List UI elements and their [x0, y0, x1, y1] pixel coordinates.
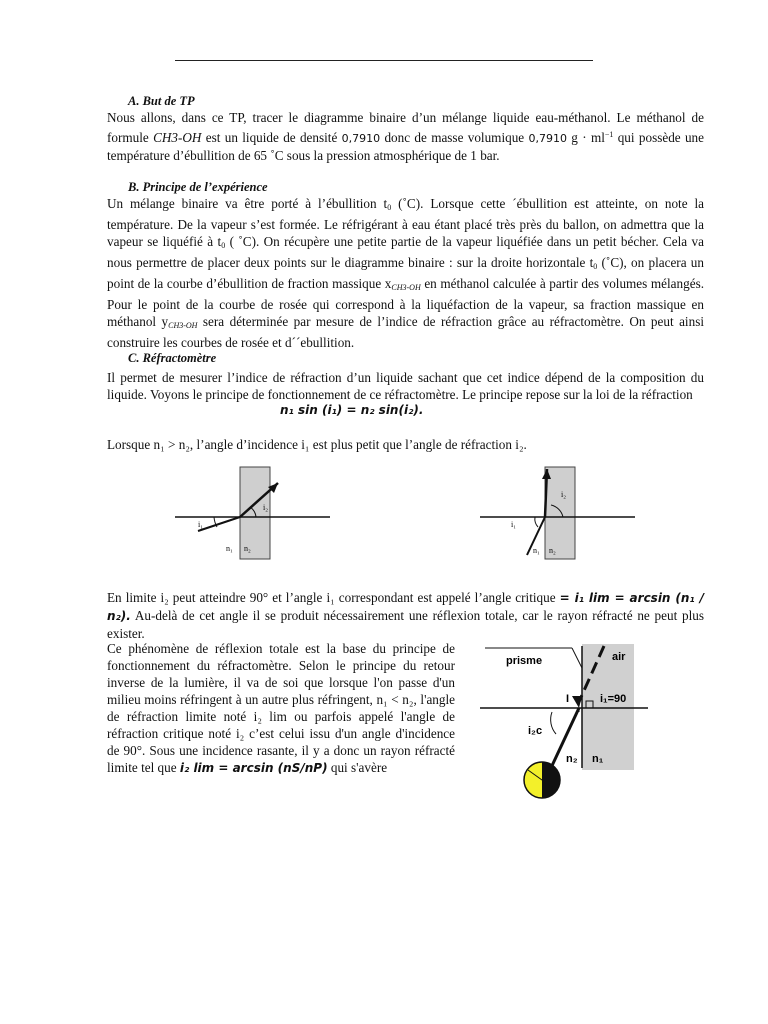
fig3-label-prisme: prisme — [506, 655, 543, 667]
refraction-diagram-1 — [170, 465, 340, 565]
heading-refractometre: C. Réfractomètre — [128, 351, 217, 365]
fig1-label-i2: i₂ — [263, 503, 269, 512]
fig1-label-n2: n₂ — [244, 544, 251, 553]
fig2-label-i2: i₂ — [561, 490, 567, 499]
heading-but-de-tp: A. But de TP — [128, 94, 195, 108]
fig1-label-i1: i₁ — [198, 520, 204, 529]
fig3-label-i1: i₁=90 — [600, 693, 627, 705]
fig2-label-n2: n₂ — [549, 546, 556, 555]
fig3-label-air: air — [612, 651, 626, 663]
heading-principe-experience: B. Principe de l’expérience — [128, 180, 268, 194]
refraction-diagram-2 — [475, 465, 635, 565]
top-rule — [175, 60, 593, 61]
paragraph-critical-angle: En limite i₂ peut atteindre 90° et l’angle i₁ correspondant est appelé l’angle critique = i₁ lim = arcsin (n₁ / n₂). Au-delà de cet angle il se produit nécessairement une réflexion totale, car le rayon réfracté ne peut plus exister. — [107, 590, 704, 641]
fig2-label-i1: i₁ — [511, 520, 517, 529]
snell-law-formula: n₁ sin (i₁) = n₂ sin(i₂). — [280, 403, 424, 417]
fig3-label-point-i: I — [566, 693, 570, 705]
paragraph-n1-greater-n2: Lorsque n₁ > n₂, l’angle d’incidence i₁ est plus petit que l’angle de réfraction i₂. — [107, 437, 527, 452]
paragraph-principe-experience: Un mélange binaire va être porté à l’ébullition $t_0$ (˚C). Lorsque cette ´ébullition est atteinte, on note la température. De la vapeur s’est formée. Le réfrigérant à eau étant placé très près du ballon, on admettra que la vapeur se liquéfié à $t_0$ ( ˚C). On récupère une petite partie de la vapeur liquéfiée dans un petit bécher. Cela va nous permettre de placer deux points sur le diagramme binaire : sur la droite horizontale $t_0$ (˚C), on placera un point de la courbe d’ébullition de fraction massique $x_{CH3-OH}$ en méthanol calculée à partir des volumes mélangés. Pour le point de la courbe de rosée qui correspond à la liquéfaction de la vapeur, sa fraction massique en méthanol $y_{CH3-OH}$ sera déterminée par mesure de l’indice de réfraction grâce au réfractomètre. On peut ainsi construire les courbes de rosée et d´´ebullition. — [107, 196, 704, 350]
fig2-label-n1: n₁ — [533, 546, 540, 555]
fig1-label-n1: n₁ — [226, 544, 233, 553]
refractometer-prism-diagram — [480, 642, 650, 807]
fig3-label-n1: n₁ — [592, 753, 604, 765]
fig3-label-n2: n₂ — [566, 753, 578, 765]
paragraph-total-reflection: Ce phénomène de réflexion totale est la base du principe de fonctionnement du réfractomètre. Selon le principe du retour inverse de la lumière, il va de soi que lorsque l'on passe d'un milieu moins réfringent à un autre plus réfringent, n₁ < n₂, l'angle de réfraction limite noté i₂ lim ou parfois appelé l'angle de réfraction critique noté i₂ c’est celui issu d'un angle d'incidence de 90°. Sous une incidence rasante, il y a donc un rayon réfracté limite tel que i₂ lim = arcsin (nS/nP) qui s'avère — [107, 641, 455, 775]
paragraph-but-de-tp: Nous allons, dans ce TP, tracer le diagramme binaire d’un mélange liquide eau-méthanol. Le méthanol de formule CH3-OH est un liquide de densité 0,7910 donc de masse volumique 0,7910 $g \cdot ml^{-1}$ qui possède une température d’ébullition de 65 ˚C sous la pression atmosphérique de 1 bar. — [107, 110, 705, 163]
fig3-label-i2c: i₂c — [528, 725, 543, 737]
paragraph-refractometre-intro: Il permet de mesurer l’indice de réfraction d’un liquide sachant que cet indice dépend de la composition du liquide. Voyons le principe de fonctionnement de ce réfractomètre. Le principe repose sur la loi de la réfraction — [107, 370, 704, 402]
